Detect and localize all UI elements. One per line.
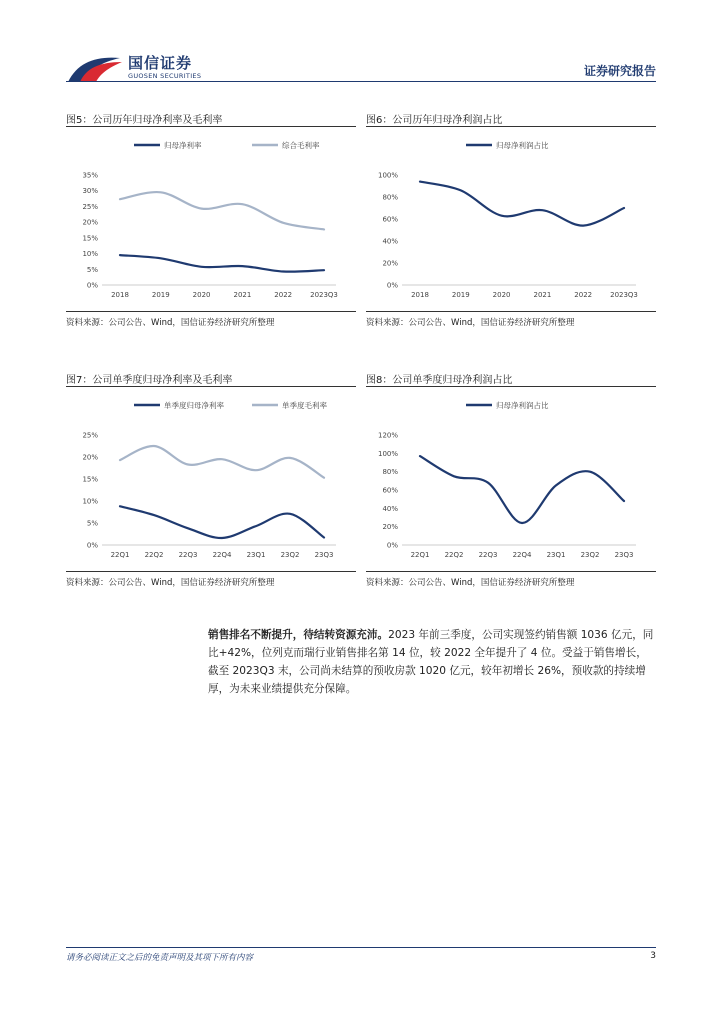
figure-title: 图8：公司单季度归母净利润占比 (366, 375, 513, 386)
company-name-en: GUOSEN SECURITIES (128, 72, 202, 80)
x-tick-label: 2023Q3 (310, 291, 338, 299)
header-divider (66, 81, 656, 82)
paragraph-body: 2023 年前三季度，公司实现签约销售额 1036 亿元，同比+42%，位列克而瑞行业销售排名第 14 位，较 2022 全年提升了 4 位。受益于销售增长，截至 2023Q3 末，公司尚未结算的预收房款 1020 亿元，较年初增长 26%，预收款的持续增厚，为未来业绩提供充分保障。 (208, 629, 654, 695)
x-tick-label: 22Q3 (178, 551, 198, 559)
series-line (420, 182, 624, 226)
chart-fig7 (66, 393, 356, 573)
legend-label: 归母净利润占比 (496, 401, 549, 410)
y-tick-label: 20% (382, 523, 398, 532)
y-tick-label: 25% (82, 202, 98, 211)
figure-top-rule (366, 386, 656, 387)
company-name: 国信证券 (128, 54, 193, 72)
x-tick-label: 22Q1 (410, 551, 430, 559)
x-tick-label: 2018 (411, 291, 429, 299)
series-line (420, 456, 624, 523)
figure-top-rule (66, 126, 356, 127)
x-tick-label: 22Q4 (512, 551, 532, 559)
x-tick-label: 23Q2 (280, 551, 300, 559)
y-tick-label: 5% (86, 519, 98, 528)
figure-title: 图7：公司单季度归母净利率及毛利率 (66, 375, 233, 386)
y-tick-label: 15% (82, 234, 98, 243)
y-tick-label: 0% (386, 541, 398, 550)
y-tick-label: 100% (377, 171, 398, 180)
figure-6 (366, 111, 656, 331)
y-tick-label: 60% (382, 215, 398, 224)
paragraph-lead: 销售排名不断提升，待结转资源充沛。 (208, 629, 389, 641)
footer-disclaimer: 请务必阅读正文之后的免责声明及其项下所有内容 (66, 953, 254, 963)
y-tick-label: 15% (82, 475, 98, 484)
figure-source: 资料来源：公司公告、Wind，国信证券经济研究所整理 (66, 318, 275, 328)
x-tick-label: 23Q2 (580, 551, 600, 559)
legend-label: 归母净利率 (164, 141, 202, 150)
footer-divider (66, 947, 656, 948)
y-tick-label: 60% (382, 486, 398, 495)
y-tick-label: 80% (382, 468, 398, 477)
figure-source: 资料来源：公司公告、Wind，国信证券经济研究所整理 (366, 318, 575, 328)
page-number: 3 (650, 951, 656, 961)
figure-source: 资料来源：公司公告、Wind，国信证券经济研究所整理 (66, 578, 275, 588)
x-tick-label: 2021 (233, 291, 252, 299)
report-type: 证券研究报告 (583, 64, 656, 78)
x-tick-label: 22Q2 (144, 551, 164, 559)
x-tick-label: 2022 (274, 291, 293, 299)
y-tick-label: 40% (382, 237, 398, 246)
series-line (120, 255, 324, 272)
x-tick-label: 2019 (151, 291, 170, 299)
y-tick-label: 0% (86, 541, 98, 550)
x-tick-label: 2023Q3 (610, 291, 638, 299)
x-tick-label: 2020 (192, 291, 211, 299)
y-tick-label: 30% (82, 187, 98, 196)
series-line (120, 446, 324, 478)
x-tick-label: 2018 (111, 291, 129, 299)
y-tick-label: 5% (86, 265, 98, 274)
series-line (120, 506, 324, 538)
x-tick-label: 22Q3 (478, 551, 498, 559)
legend-label: 归母净利润占比 (496, 141, 549, 150)
y-tick-label: 35% (82, 171, 98, 180)
x-tick-label: 2022 (574, 291, 593, 299)
series-line (120, 192, 324, 229)
x-tick-label: 2019 (451, 291, 470, 299)
y-tick-label: 120% (377, 431, 398, 440)
figure-bottom-rule (366, 311, 656, 312)
x-tick-label: 22Q1 (110, 551, 130, 559)
x-tick-label: 23Q3 (614, 551, 634, 559)
x-tick-label: 22Q4 (212, 551, 232, 559)
figure-bottom-rule (66, 571, 356, 572)
figure-bottom-rule (66, 311, 356, 312)
figure-5 (66, 111, 356, 331)
figure-title: 图6：公司历年归母净利润占比 (366, 115, 503, 126)
legend-label: 单季度毛利率 (282, 401, 327, 410)
x-tick-label: 2020 (492, 291, 511, 299)
y-tick-label: 40% (382, 504, 398, 513)
chart-fig6 (366, 133, 656, 313)
chart-fig8 (366, 393, 656, 573)
body-paragraph (208, 626, 656, 698)
figure-bottom-rule (366, 571, 656, 572)
y-tick-label: 80% (382, 193, 398, 202)
chart-fig5 (66, 133, 356, 313)
y-tick-label: 20% (82, 453, 98, 462)
figure-top-rule (66, 386, 356, 387)
x-tick-label: 23Q1 (246, 551, 266, 559)
page-header (66, 50, 656, 90)
y-tick-label: 20% (382, 259, 398, 268)
figure-8 (366, 371, 656, 591)
x-tick-label: 2021 (533, 291, 552, 299)
y-tick-label: 0% (86, 281, 98, 290)
x-tick-label: 22Q2 (444, 551, 464, 559)
x-tick-label: 23Q1 (546, 551, 566, 559)
y-tick-label: 20% (82, 218, 98, 227)
legend-label: 单季度归母净利率 (164, 401, 224, 410)
y-tick-label: 100% (377, 449, 398, 458)
y-tick-label: 10% (82, 497, 98, 506)
legend-label: 综合毛利率 (282, 141, 320, 150)
figure-source: 资料来源：公司公告、Wind，国信证券经济研究所整理 (366, 578, 575, 588)
y-tick-label: 0% (386, 281, 398, 290)
y-tick-label: 10% (82, 250, 98, 259)
x-tick-label: 23Q3 (314, 551, 334, 559)
figure-title: 图5：公司历年归母净利率及毛利率 (66, 115, 223, 126)
figure-7 (66, 371, 356, 591)
y-tick-label: 25% (82, 431, 98, 440)
figure-top-rule (366, 126, 656, 127)
